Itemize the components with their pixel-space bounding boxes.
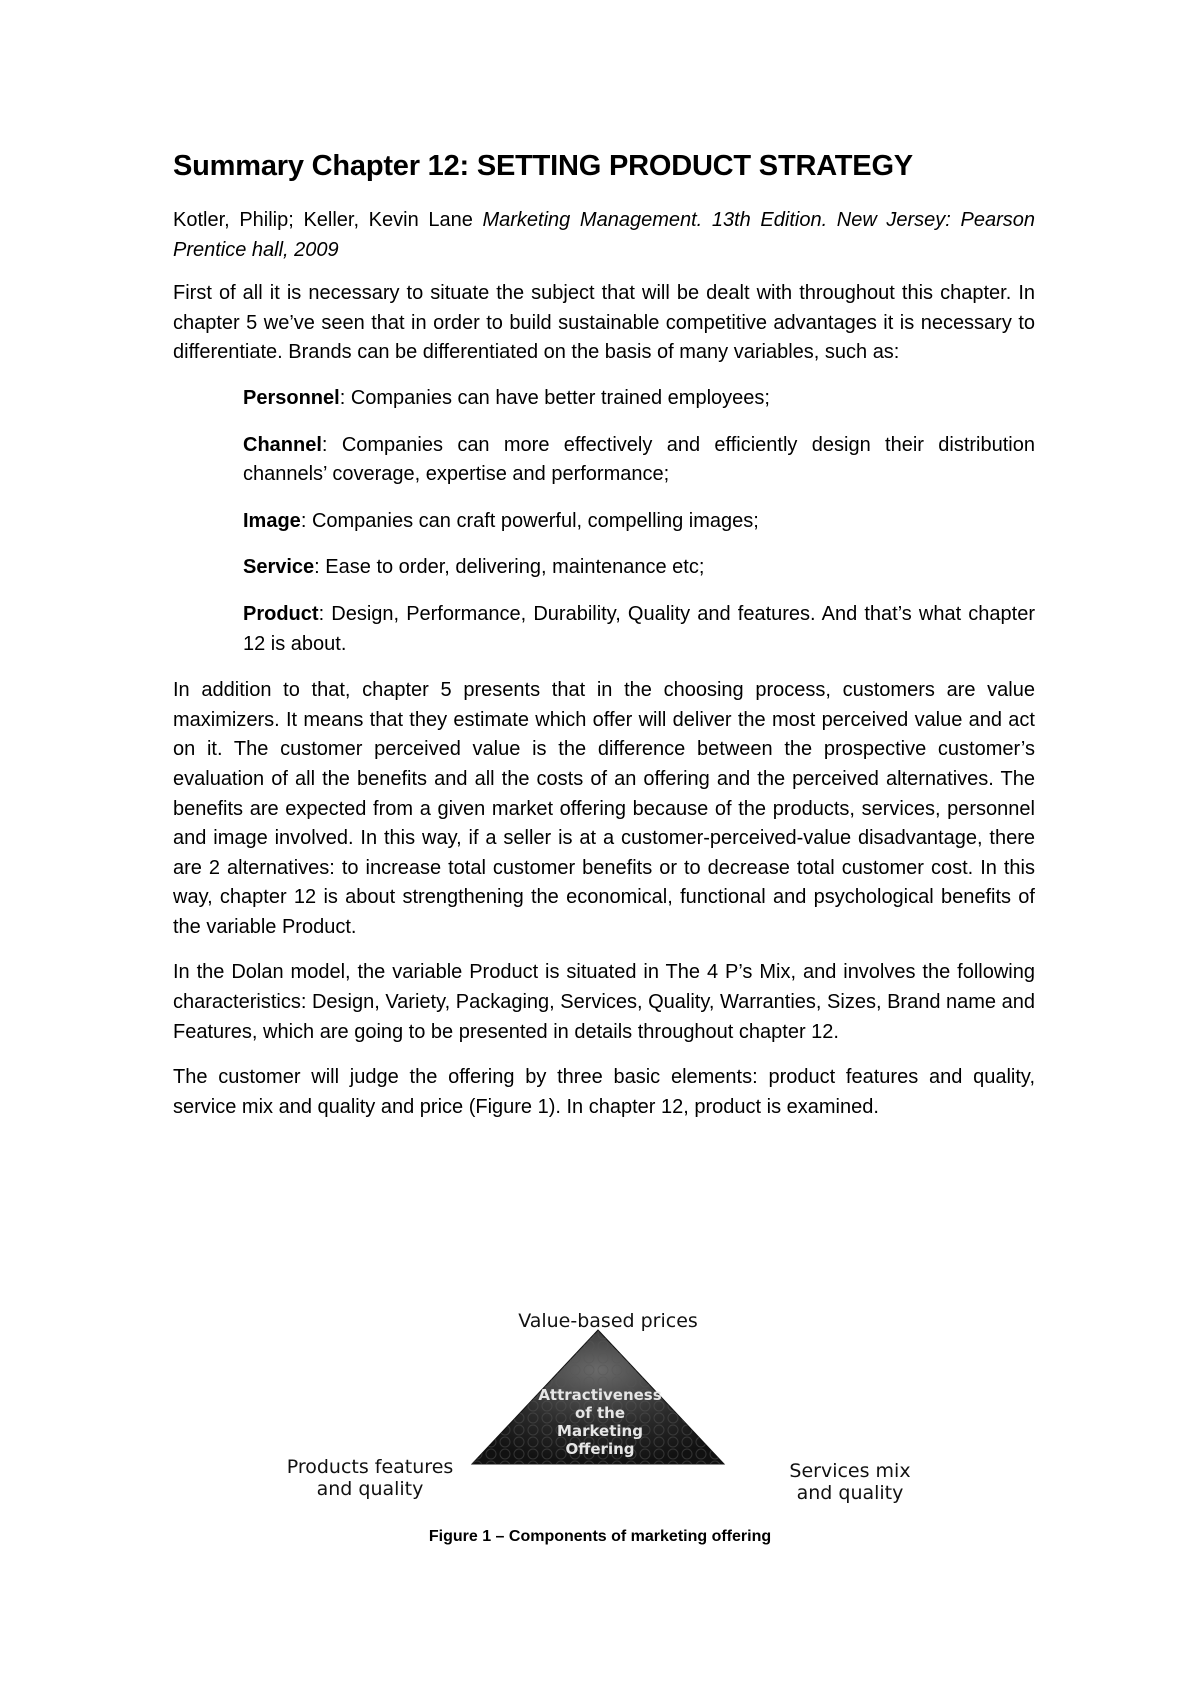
citation-work: Marketing Management. 13th Edition. New Jersey: Pearson Prentice hall, 2009 bbox=[173, 209, 1035, 261]
figure-caption: Figure 1 – Components of marketing offering bbox=[428, 1528, 772, 1545]
variable-term: Image bbox=[243, 509, 301, 532]
center-text-1: Attractiveness bbox=[538, 1386, 662, 1404]
label-value-based-prices: Value-based prices bbox=[518, 1310, 698, 1332]
body-paragraph: In the Dolan model, the variable Product is situated in The 4 P’s Mix, and involves the following characteristics: Design, Variety, Packaging, Services, Quality, Warranties, Sizes, Brand name and Features, which are going to be presented in details throughout chapter 12. bbox=[173, 961, 1035, 1043]
variable-item: Image: Companies can craft powerful, compelling images; bbox=[243, 509, 759, 532]
citation bbox=[173, 206, 1035, 265]
label-services-mix bbox=[765, 1460, 935, 1504]
citation-authors: Kotler, Philip; Keller, Kevin Lane bbox=[173, 209, 473, 231]
label-line: and quality bbox=[796, 1482, 904, 1504]
variable-desc: Companies can have better trained employees; bbox=[350, 386, 770, 409]
variable-desc: Ease to order, delivering, maintenance etc; bbox=[325, 556, 705, 579]
variable-item: Channel: Companies can more effectively and efficiently design their distribution channels’ coverage, expertise and performance; bbox=[243, 433, 1035, 486]
intro-paragraph: First of all it is necessary to situate the subject that will be dealt with throughout this chapter. In chapter 5 we’ve seen that in order to build sustainable competitive advantages it is necessary to differentiate. Brands can be differentiated on the basis of many variables, such as: bbox=[173, 282, 1035, 364]
center-text-4: Offering bbox=[565, 1440, 635, 1458]
label-line: Services mix bbox=[789, 1460, 911, 1482]
variable-term: Channel bbox=[243, 433, 322, 456]
document-body bbox=[173, 148, 1035, 1138]
variable-item: Personnel: Companies can have better trained employees; bbox=[243, 386, 770, 409]
pyramid-triangle bbox=[470, 1328, 726, 1488]
variable-item: Product: Design, Performance, Durability, Quality and features. And that’s what chapter 12 is about. bbox=[243, 602, 1035, 655]
variable-term: Service bbox=[243, 556, 315, 579]
variable-desc: Companies can craft powerful, compelling images; bbox=[311, 509, 759, 532]
center-text-2: of the bbox=[574, 1404, 626, 1422]
variable-term: Product bbox=[243, 602, 319, 625]
page-title: Summary Chapter 12: SETTING PRODUCT STRATEGY bbox=[173, 150, 913, 182]
variable-desc: Design, Performance, Durability, Quality and features. And that’s what chapter 12 is about. bbox=[243, 602, 1035, 655]
label-line: and quality bbox=[316, 1478, 424, 1500]
variable-item: Service: Ease to order, delivering, maintenance etc; bbox=[243, 556, 705, 579]
body-paragraph: The customer will judge the offering by three basic elements: product features and quality, service mix and quality and price (Figure 1). In chapter 12, product is examined. bbox=[173, 1066, 1035, 1118]
center-text-3: Marketing bbox=[557, 1422, 643, 1440]
variable-desc: Companies can more effectively and efficiently design their distribution channels’ coverage, expertise and performance; bbox=[243, 433, 1035, 486]
variables-list bbox=[243, 384, 1035, 659]
body-paragraph: In addition to that, chapter 5 presents that in the choosing process, customers are value maximizers. It means that they estimate which offer will deliver the most perceived value and act on it. The customer perceived value is the difference between the prospective customer’s evaluation of all the benefits and all the costs of an offering and the perceived alternatives. The benefits are expected from a given market offering because of the products, services, personnel and image involved. In this way, if a seller is at a customer-perceived-value disadvantage, there are 2 alternatives: to increase total customer benefits or to decrease total customer cost. In this way, chapter 12 is about strengthening the economical, functional and psychological benefits of the variable Product. bbox=[173, 679, 1035, 938]
label-line: Products features bbox=[286, 1456, 454, 1478]
label-products-features bbox=[260, 1456, 480, 1500]
marketing-offering-figure bbox=[260, 1298, 940, 1518]
variable-term: Personnel bbox=[243, 386, 340, 409]
